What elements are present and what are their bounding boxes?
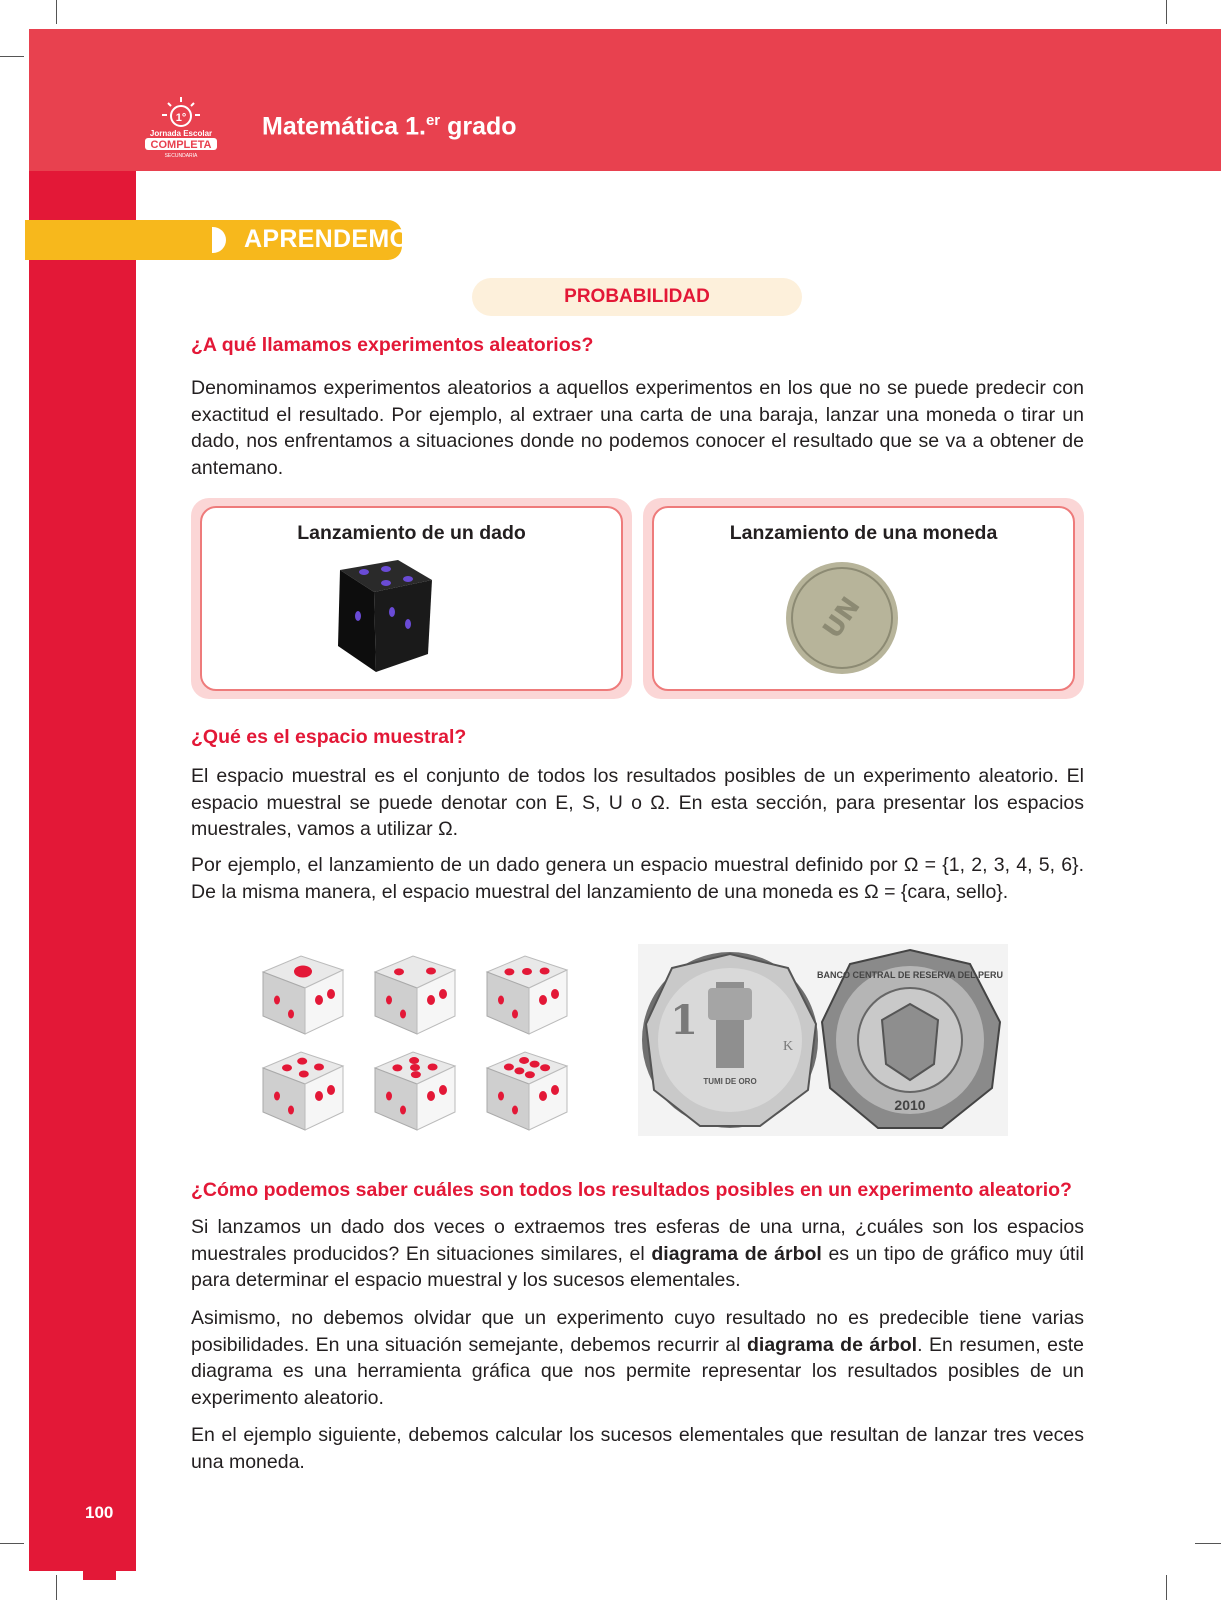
die-side-pip (539, 995, 547, 1005)
die-side-pip (327, 1085, 335, 1095)
term-diagrama-arbol: diagrama de árbol (651, 1242, 822, 1265)
heading-resultados-posibles: ¿Cómo podemos saber cuáles son todos los resultados posibles en un experimento aleatorio? (191, 1179, 1072, 1201)
section-banner (25, 220, 427, 260)
die-face-4 (263, 1052, 343, 1130)
die-side-pip (512, 1010, 518, 1019)
book-title-main: Matemática 1. (262, 112, 426, 141)
coin-value: 1 (670, 997, 698, 1044)
dice-faces-illustration (255, 950, 575, 1142)
coin-cara (642, 952, 818, 1128)
die-pip (394, 968, 404, 975)
die-side-pip (315, 995, 323, 1005)
die-pip (504, 1064, 514, 1071)
die-pip (294, 966, 312, 978)
paragraph-espacio-2: Por ejemplo, el lanzamiento de un dado genera un espacio muestral definido por Ω = {1, 2, 3, 4, 5, 6}. De la misma manera, el espacio muestral del lanzamiento de una moneda es Ω = {cara, sello}. (191, 854, 1084, 903)
die-side-pip (539, 1091, 547, 1101)
die-pip (519, 1057, 529, 1064)
book-title (262, 112, 517, 141)
crop-mark (56, 0, 57, 24)
card-moneda (643, 498, 1084, 699)
jornada-escolar-logo (140, 94, 222, 160)
crop-mark (1195, 1543, 1221, 1544)
paragraph-espacio-1: El espacio muestral es el conjunto de todos los resultados posibles de un experimento aleatorio. El espacio muestral se puede denotar con E, S, U o Ω. En esta sección, para presentar los espacios muestrales, vamos a utilizar Ω. (191, 765, 1084, 840)
die-side-pip (427, 995, 435, 1005)
die-pip (426, 968, 436, 975)
text: es un tipo de gráfico muy útil para determinar el espacio muestral y los sucesos elementales. (191, 1242, 1085, 1291)
card-dado (191, 498, 632, 699)
die-side-pip (400, 1010, 406, 1019)
die-pip (504, 968, 514, 975)
coin-sello (817, 950, 1003, 1128)
crop-mark (0, 1543, 24, 1544)
die-face-1 (263, 956, 343, 1034)
die-face-3 (487, 956, 567, 1034)
topic-title: PROBABILIDAD (472, 278, 802, 316)
die-face-2 (375, 956, 455, 1034)
logo-line3: SECUNDARIA (164, 153, 198, 159)
book-title-sup: er (425, 112, 441, 129)
crop-mark (56, 1575, 57, 1600)
crop-mark (1166, 1575, 1167, 1600)
half-circle-icon (212, 227, 226, 253)
left-margin-bar (29, 171, 136, 1571)
die-side-pip (288, 1106, 294, 1115)
die-pip (530, 1061, 540, 1068)
coin-inscription: TUMI DE ORO (703, 1077, 757, 1086)
die-side-pip (427, 1091, 435, 1101)
book-title-end: grado (440, 112, 517, 141)
die-side-pip (327, 989, 335, 999)
die-side-pip (274, 1092, 280, 1101)
die-side-pip (274, 996, 280, 1005)
die-side-pip (386, 1092, 392, 1101)
die-side-pip (315, 1091, 323, 1101)
die-side-pip (512, 1106, 518, 1115)
die-pip (297, 1058, 307, 1065)
die-pip (409, 1057, 419, 1064)
die-pip (410, 1064, 420, 1071)
die-pip (411, 1071, 421, 1078)
coin-year: 2010 (894, 1097, 926, 1113)
die-side-pip (386, 996, 392, 1005)
die-pip (514, 1067, 524, 1074)
term-diagrama-arbol: diagrama de árbol (746, 1333, 918, 1356)
die-pip (540, 967, 550, 974)
die-pip (540, 1064, 550, 1071)
paragraph-arbol-3: En el ejemplo siguiente, debemos calcular los sucesos elementales que resultan de lanzar tres veces una moneda. (191, 1424, 1084, 1473)
die-pip (428, 1063, 438, 1070)
coins-illustration (638, 944, 1008, 1136)
die-side-pip (439, 989, 447, 999)
die-side-pip (288, 1010, 294, 1019)
coin-sello-text: BANCO CENTRAL DE RESERVA DEL PERU (816, 970, 1004, 980)
text: Asimismo, no debemos olvidar que un experimento cuyo resultado no es predecible tiene varias posibilidades. En una situación semejante, debemos recurrir al (191, 1307, 1084, 1356)
crop-mark (0, 56, 24, 57)
logo-line1: Jornada Escolar (149, 129, 213, 138)
die-pip (314, 1064, 324, 1071)
paragraph-arbol-1 (191, 1214, 1084, 1294)
die-pip (299, 1070, 309, 1077)
die-side-pip (551, 1085, 559, 1095)
card-dado-title: Lanzamiento de un dado (297, 522, 526, 544)
die-face-6 (487, 1052, 567, 1130)
die-side-pip (498, 996, 504, 1005)
svg-text:UN: UN (817, 591, 867, 645)
svg-text:K: K (782, 1039, 794, 1054)
die-pip (522, 968, 532, 975)
heading-espacio-muestral: ¿Qué es el espacio muestral? (191, 726, 467, 748)
page-number: 100 (85, 1503, 114, 1522)
svg-text:1°: 1° (175, 112, 187, 124)
die-side-pip (498, 1092, 504, 1101)
die-side-pip (400, 1106, 406, 1115)
card-moneda-title: Lanzamiento de una moneda (729, 522, 998, 544)
die-side-pip (439, 1085, 447, 1095)
die-face-5 (375, 1052, 455, 1130)
black-die-image (320, 554, 440, 676)
coin-image (782, 560, 902, 676)
logo-line2: COMPLETA (150, 139, 212, 151)
die-pip (525, 1071, 535, 1078)
section-label: APRENDEMOS (244, 225, 427, 253)
text: Si lanzamos un dado dos veces o extraemos tres esferas de una urna, ¿cuáles son los espacios muestrales producidos? En situaciones similares, el (191, 1216, 1084, 1265)
paragraph-arbol-2 (191, 1305, 1084, 1411)
heading-experimentos: ¿A qué llamamos experimentos aleatorios? (191, 334, 594, 356)
crop-mark (1166, 0, 1167, 24)
paragraph-experimentos: Denominamos experimentos aleatorios a aquellos experimentos en los que no se puede predecir con exactitud el resultado. Por ejemplo, al extraer una carta de una baraja, lanzar una moneda o tirar un dado, nos enfrentamos a situaciones donde no podemos conocer el resultado que se va a obtener de antemano. (191, 377, 1084, 479)
die-pip (392, 1064, 402, 1071)
text: . En resumen, este diagrama es una herramienta gráfica que nos permite representar los resultados posibles de un experimento aleatorio. (191, 1333, 1084, 1409)
die-side-pip (551, 989, 559, 999)
die-pip (282, 1064, 292, 1071)
